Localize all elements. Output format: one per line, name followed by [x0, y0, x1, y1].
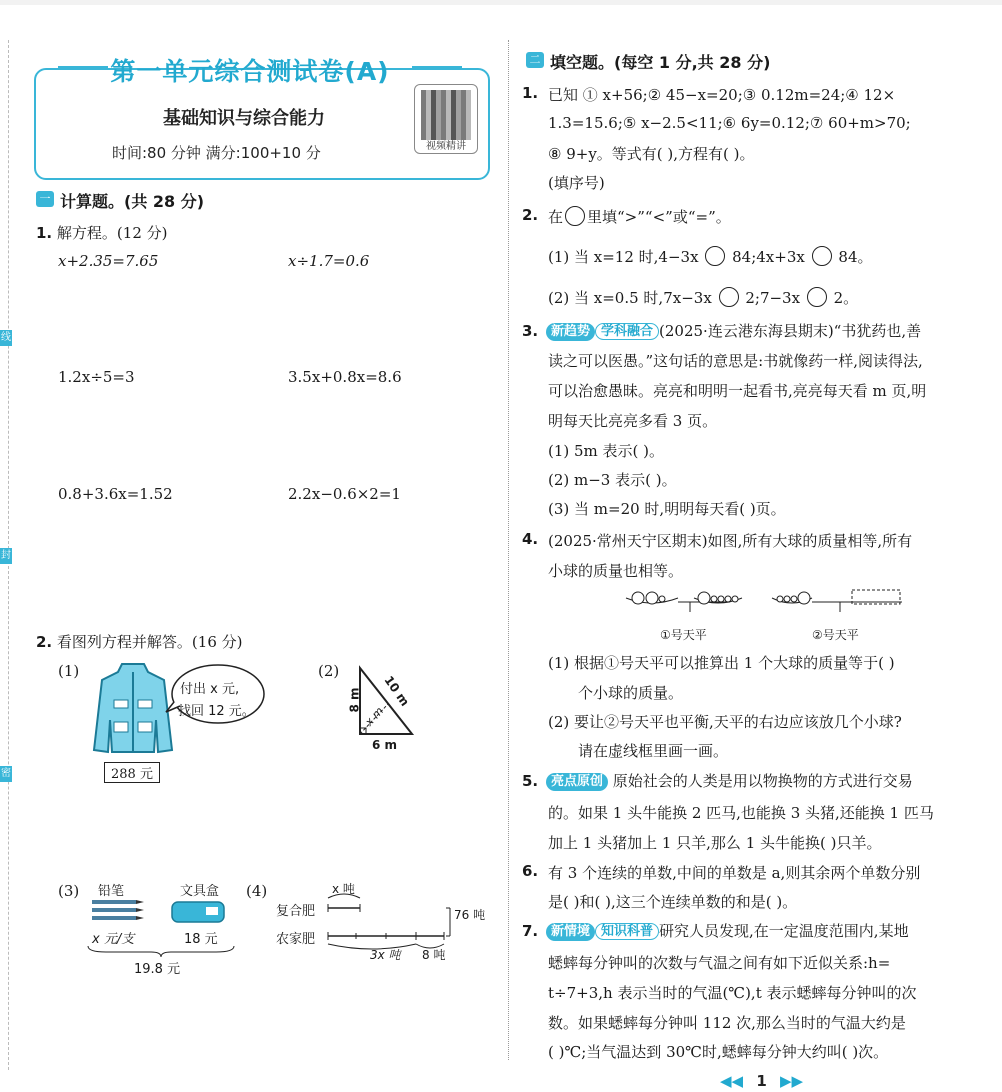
- pencil-price: x 元/支: [92, 932, 135, 947]
- s2-q2-l2-a: (2) 当 x=0.5 时,7x−3x: [548, 289, 712, 307]
- total-brace-icon: [86, 944, 236, 958]
- pencils-icon: [86, 898, 146, 926]
- s2-q3-sub1: (1) 5m 表示( )。: [548, 442, 665, 460]
- s2-q6-line1: 有 3 个连续的单数,中间的单数是 a,则其余两个单数分别: [548, 864, 921, 882]
- s2-q1-line1: 已知 ① x+56;② 45−x=20;③ 0.12m=24;④ 12×: [548, 86, 896, 104]
- s1-q2-text: 看图列方程并解答。(16 分): [56, 633, 243, 651]
- total-price: 19.8 元: [134, 962, 181, 977]
- fertilizer-total: 76 吨: [454, 908, 486, 922]
- s2-q7-line1: 研究人员发现,在一定温度范围内,某地: [659, 922, 909, 940]
- s2-q2-line1: [548, 246, 873, 267]
- s2-q2-l1-b: 84;4x+3x: [732, 248, 805, 266]
- bubble-line-2: 找回 12 元。: [178, 704, 255, 719]
- figure2-label: (2): [318, 662, 340, 680]
- s2-q2-intro: [548, 206, 731, 227]
- tag-original: 亮点原创: [546, 773, 608, 791]
- column-divider: [508, 40, 509, 1060]
- prev-arrows-icon: ◀◀: [720, 1072, 744, 1090]
- qr-pattern-icon: [421, 90, 471, 140]
- bubble-line-1: 付出 x 元,: [180, 682, 240, 697]
- s2-q3-line1: (2025·连云港东海县期末)“书犹药也,善: [659, 322, 922, 340]
- s2-q2-l1-a: (1) 当 x=12 时,4−3x: [548, 248, 699, 266]
- page-top-edge: [0, 0, 1002, 5]
- s2-q4-sub1-cont: 个小球的质量。: [578, 684, 684, 702]
- fertilizer-top-label: x 吨: [332, 882, 355, 896]
- s2-q2-line2: [548, 287, 858, 308]
- next-arrows-icon: ▶▶: [779, 1072, 804, 1090]
- s2-q6-number: 6.: [522, 862, 539, 880]
- s2-q7-line2: 蟋蟀每分钟叫的次数与气温之间有如下近似关系:h=: [548, 954, 891, 972]
- s2-q7-line3: t÷7+3,h 表示当时的气温(℃),t 表示蟋蟀每分钟叫的次: [548, 984, 917, 1002]
- qr-label: 视频精讲: [426, 141, 466, 152]
- equation-5: 0.8+3.6x=1.52: [58, 485, 173, 503]
- margin-mark-mi: 密: [0, 766, 12, 782]
- triangle-hypotenuse: 10 m: [381, 673, 413, 709]
- qr-code[interactable]: [414, 84, 478, 154]
- s2-q2-intro-b: 里填“>”“<”或“=”。: [587, 208, 731, 226]
- answer-circle-2[interactable]: [812, 246, 832, 266]
- pencil-case-icon: [170, 898, 228, 926]
- s2-q7-line5: ( )℃;当气温达到 30℃时,蟋蟀每分钟大约叫( )次。: [548, 1043, 889, 1061]
- figure1-label: (1): [58, 662, 80, 680]
- section2-badge: 二: [526, 52, 544, 68]
- section2-title: 填空题。(每空 1 分,共 28 分): [550, 53, 771, 72]
- s2-q2-number: 2.: [522, 206, 539, 224]
- tag-new-context: 新情境: [546, 923, 595, 941]
- pencilcase-label: 文具盒: [180, 884, 220, 899]
- equation-2: x÷1.7=0.6: [288, 252, 370, 270]
- pencilcase-price: 18 元: [184, 932, 218, 947]
- answer-circle-3[interactable]: [719, 287, 739, 307]
- page-number: [720, 1072, 803, 1090]
- pencil-label: 铅笔: [98, 884, 125, 899]
- scale2-caption: ②号天平: [812, 628, 859, 642]
- exam-meta: 时间:80 分钟 满分:100+10 分: [112, 144, 321, 162]
- margin-mark-xian: 线: [0, 330, 12, 346]
- page-number-value: 1: [756, 1072, 767, 1090]
- s2-q7-number: 7.: [522, 922, 539, 940]
- scale1-caption: ①号天平: [660, 628, 707, 642]
- s2-q1-line4: (填序号): [548, 174, 605, 192]
- s2-q2-l1-c: 84。: [838, 248, 873, 266]
- answer-circle-1[interactable]: [705, 246, 725, 266]
- s2-q5-number: 5.: [522, 772, 539, 790]
- balance-scales-icon: [622, 588, 912, 624]
- triangle-height: x m: [362, 704, 387, 729]
- figure3-label: (3): [58, 882, 80, 900]
- equation-6: 2.2x−0.6×2=1: [288, 485, 401, 503]
- s1-q1-text: 解方程。(12 分): [56, 224, 168, 242]
- tag-new-trend: 新趋势: [546, 323, 595, 341]
- s2-q3-line4: 明每天比亮亮多看 3 页。: [548, 412, 718, 430]
- s2-q5-line1: 原始社会的人类是用以物换物的方式进行交易: [612, 772, 913, 790]
- s2-q1-line3: ⑧ 9+y。等式有( ),方程有( )。: [548, 145, 755, 163]
- figure4-label: (4): [246, 882, 268, 900]
- s2-q5-line2: 的。如果 1 头牛能换 2 匹马,也能换 3 头猪,还能换 1 匹马: [548, 804, 934, 822]
- triangle-side-horizontal: 6 m: [372, 738, 398, 752]
- s2-q3-sub2: (2) m−3 表示( )。: [548, 471, 677, 489]
- s2-q4-sub1: (1) 根据①号天平可以推算出 1 个大球的质量等于( ): [548, 654, 895, 672]
- s2-q3-sub3: (3) 当 m=20 时,明明每天看( )页。: [548, 500, 786, 518]
- fertilizer-row1-label: 复合肥: [276, 904, 316, 919]
- s2-q2-intro-a: 在: [548, 208, 564, 226]
- s2-q1-line2: 1.3=15.6;⑤ x−2.5<11;⑥ 6y=0.12;⑦ 60+m>70;: [548, 114, 911, 132]
- s2-q3-line2: 读之可以医愚。”这句话的意思是:书就像药一样,阅读得法,: [548, 352, 923, 370]
- equation-3: 1.2x÷5=3: [58, 368, 135, 386]
- s2-q2-l2-c: 2。: [833, 289, 859, 307]
- fertilizer-diagram-icon: [326, 888, 486, 960]
- jacket-price: 288 元: [104, 762, 160, 783]
- s1-q1-number: 1.: [36, 224, 53, 242]
- s2-q4-line1: (2025·常州天宁区期末)如图,所有大球的质量相等,所有: [548, 532, 913, 550]
- s1-q2-number: 2.: [36, 633, 53, 651]
- s2-q1-number: 1.: [522, 84, 539, 102]
- fertilizer-bottom2: 8 吨: [422, 948, 446, 962]
- tag-subject-fusion: 学科融合: [595, 323, 659, 340]
- circle-blank-icon: [565, 206, 585, 226]
- fertilizer-row2-label: 农家肥: [276, 932, 316, 947]
- equation-1: x+2.35=7.65: [58, 252, 159, 270]
- s2-q4-sub2-cont: 请在虚线框里画一画。: [578, 742, 729, 760]
- equation-4: 3.5x+0.8x=8.6: [288, 368, 402, 386]
- section1-badge: 一: [36, 191, 54, 207]
- jacket-icon: [92, 660, 174, 756]
- s2-q5-line3: 加上 1 头猪加上 1 只羊,那么 1 头牛能换( )只羊。: [548, 834, 882, 852]
- section1-title: 计算题。(共 28 分): [60, 192, 205, 211]
- tag-science: 知识科普: [595, 923, 659, 940]
- s2-q4-sub2: (2) 要让②号天平也平衡,天平的右边应该放几个小球?: [548, 713, 902, 731]
- triangle-side-vertical: 8 m: [347, 687, 362, 713]
- answer-circle-4[interactable]: [807, 287, 827, 307]
- s2-q2-l2-b: 2;7−3x: [745, 289, 801, 307]
- s2-q3-line3: 可以治愈愚昧。亮亮和明明一起看书,亮亮每天看 m 页,明: [548, 382, 927, 400]
- s2-q7-line4: 数。如果蟋蟀每分钟叫 112 次,那么当时的气温大约是: [548, 1014, 906, 1032]
- margin-mark-feng: 封: [0, 548, 12, 564]
- s2-q4-number: 4.: [522, 530, 539, 548]
- page-subtitle: 基础知识与综合能力: [163, 108, 325, 129]
- s2-q4-line2: 小球的质量也相等。: [548, 562, 684, 580]
- s2-q6-line2: 是( )和( ),这三个连续单数的和是( )。: [548, 893, 798, 911]
- fertilizer-bottom1: 3x 吨: [370, 948, 401, 962]
- s2-q3-number: 3.: [522, 322, 539, 340]
- page-title: 第一单元综合测试卷(A): [110, 57, 390, 86]
